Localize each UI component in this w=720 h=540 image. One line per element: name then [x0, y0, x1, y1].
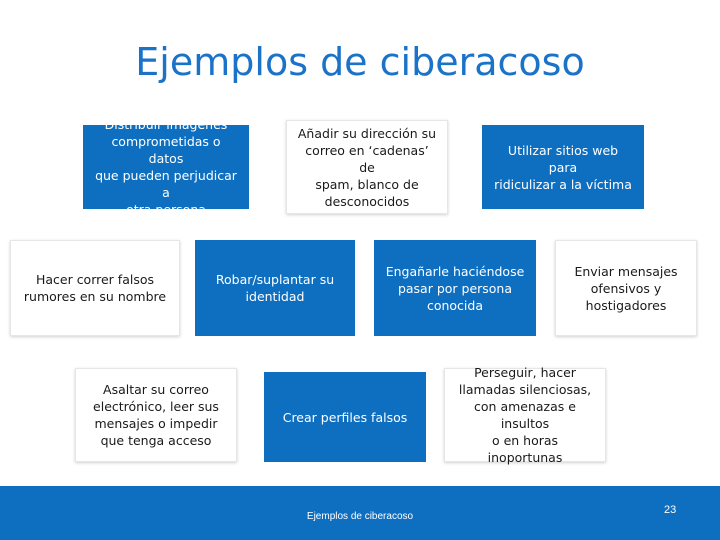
- box-anadir-direccion: Añadir su dirección su correo en ‘cadenas’ de spam, blanco de desconocidos: [286, 120, 448, 214]
- box-enganarle: Engañarle haciéndose pasar por persona conocida: [374, 240, 536, 336]
- page-number: 23: [664, 504, 677, 516]
- box-robar-identidad: Robar/suplantar su identidad: [195, 240, 355, 336]
- box-distribuir-imagenes: Distribuir imágenes comprometidas o datos que pueden perjudicar a otra persona: [83, 125, 249, 209]
- box-asaltar-correo: Asaltar su correo electrónico, leer sus mensajes o impedir que tenga acceso: [75, 368, 237, 462]
- box-utilizar-sitios-web: Utilizar sitios web para ridiculizar a la víctima: [482, 125, 644, 209]
- box-falsos-rumores: Hacer correr falsos rumores en su nombre: [10, 240, 180, 336]
- box-perseguir: Perseguir, hacer llamadas silenciosas, con amenazas e insultos o en horas inoportunas: [444, 368, 606, 462]
- footer-title: Ejemplos de ciberacoso: [306, 511, 414, 522]
- box-crear-perfiles: Crear perfiles falsos: [264, 372, 426, 462]
- footer-bar: [0, 486, 720, 540]
- slide-title: Ejemplos de ciberacoso: [135, 40, 585, 84]
- box-enviar-mensajes: Enviar mensajes ofensivos y hostigadores: [555, 240, 697, 336]
